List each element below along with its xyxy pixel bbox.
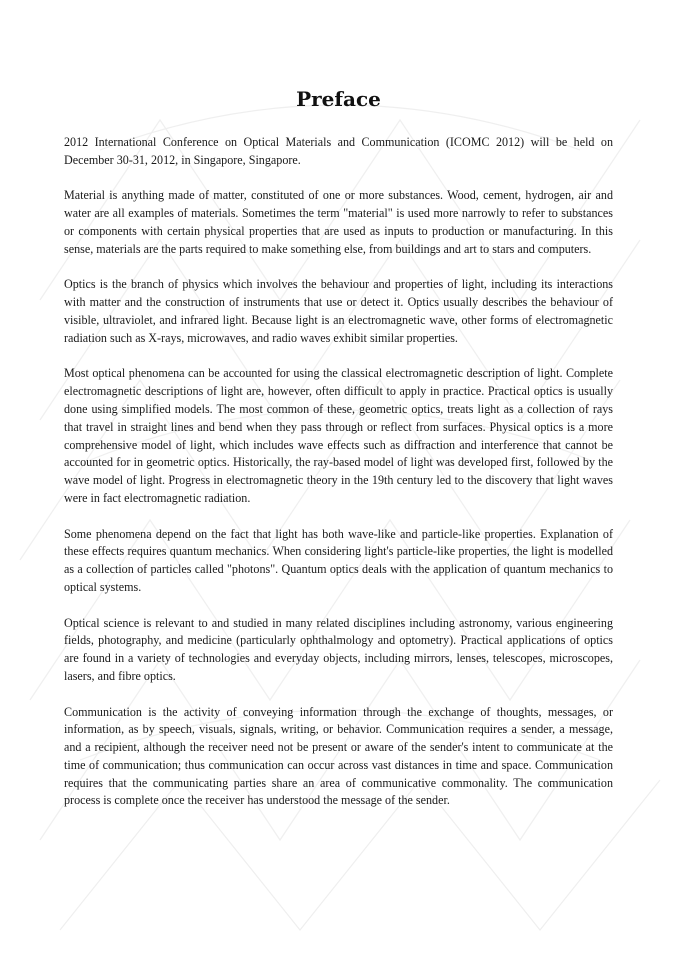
paragraph-conference: 2012 International Conference on Optical Materials and Communication (ICOMC 2012) will be held on December 30-31, 2012, in Singapore, Singapore. <box>64 135 613 167</box>
paragraph-optical-science: Optical science is relevant to and studied in many related disciplines including astronomy, various engineering fields, photography, and medicine (particularly ophthalmology and optometry). Practical applications of optics are found in a variety of technologies and everyday objects, including mirrors, lenses, telescopes, microscopes, lasers, and fibre optics. <box>64 615 613 683</box>
paragraph-optics: Optics is the branch of physics which involves the behaviour and properties of light, including its interactions with matter and the construction of instruments that use or detect it. Optics usually describes the behaviour of visible, ultraviolet, and infrared light. Because light is an electromagnetic wave, other forms of electromagnetic radiation such as X-rays, microwaves, and radio waves exhibit similar properties. <box>64 277 613 345</box>
paragraph-optical-phenomena: Most optical phenomena can be accounted for using the classical electromagnetic description of light. Complete electromagnetic descriptions of light are, however, often difficult to apply in practice. Practical optics is usually done using simplified models. The most common of these, geometric optics, treats light as a collection of rays that travel in straight lines and bend when they pass through or reflect from surfaces. Physical optics is a more comprehensive model of light, which includes wave effects such as diffraction and interference that cannot be accounted for in geometric optics. Historically, the ray-based model of light was developed first, followed by the wave model of light. Progress in electromagnetic theory in the 19th century led to the discovery that light waves were in fact electromagnetic radiation. <box>64 366 613 505</box>
page-title: Preface <box>296 87 381 111</box>
paragraph-quantum: Some phenomena depend on the fact that light has both wave-like and particle-like properties. Explanation of these effects requires quantum mechanics. When considering light's particle-like properties, the light is modelled as a collection of particles called "photons". Quantum optics deals with the application of quantum mechanics to optical systems. <box>64 526 613 594</box>
paragraph-communication: Communication is the activity of conveying information through the exchange of thoughts, messages, or information, as by speech, visuals, signals, writing, or behavior. Communication requires a sender, a message, and a recipient, although the receiver need not be present or aware of the sender's intent to communicate at the time of communication; thus communication can occur across vast distances in time and space. Communication requires that the communicating parties share an area of communicative commonality. The communication process is complete once the receiver has understood the message of the sender. <box>64 704 613 808</box>
document-page <box>64 86 613 828</box>
paragraph-material: Material is anything made of matter, constituted of one or more substances. Wood, cement, hydrogen, air and water are all examples of materials. Sometimes the term "material" is used more narrowly to refer to substances or components with certain physical properties that are used as inputs to production or manufacturing. In this sense, materials are the parts required to make something else, from buildings and art to stars and computers. <box>64 188 613 256</box>
